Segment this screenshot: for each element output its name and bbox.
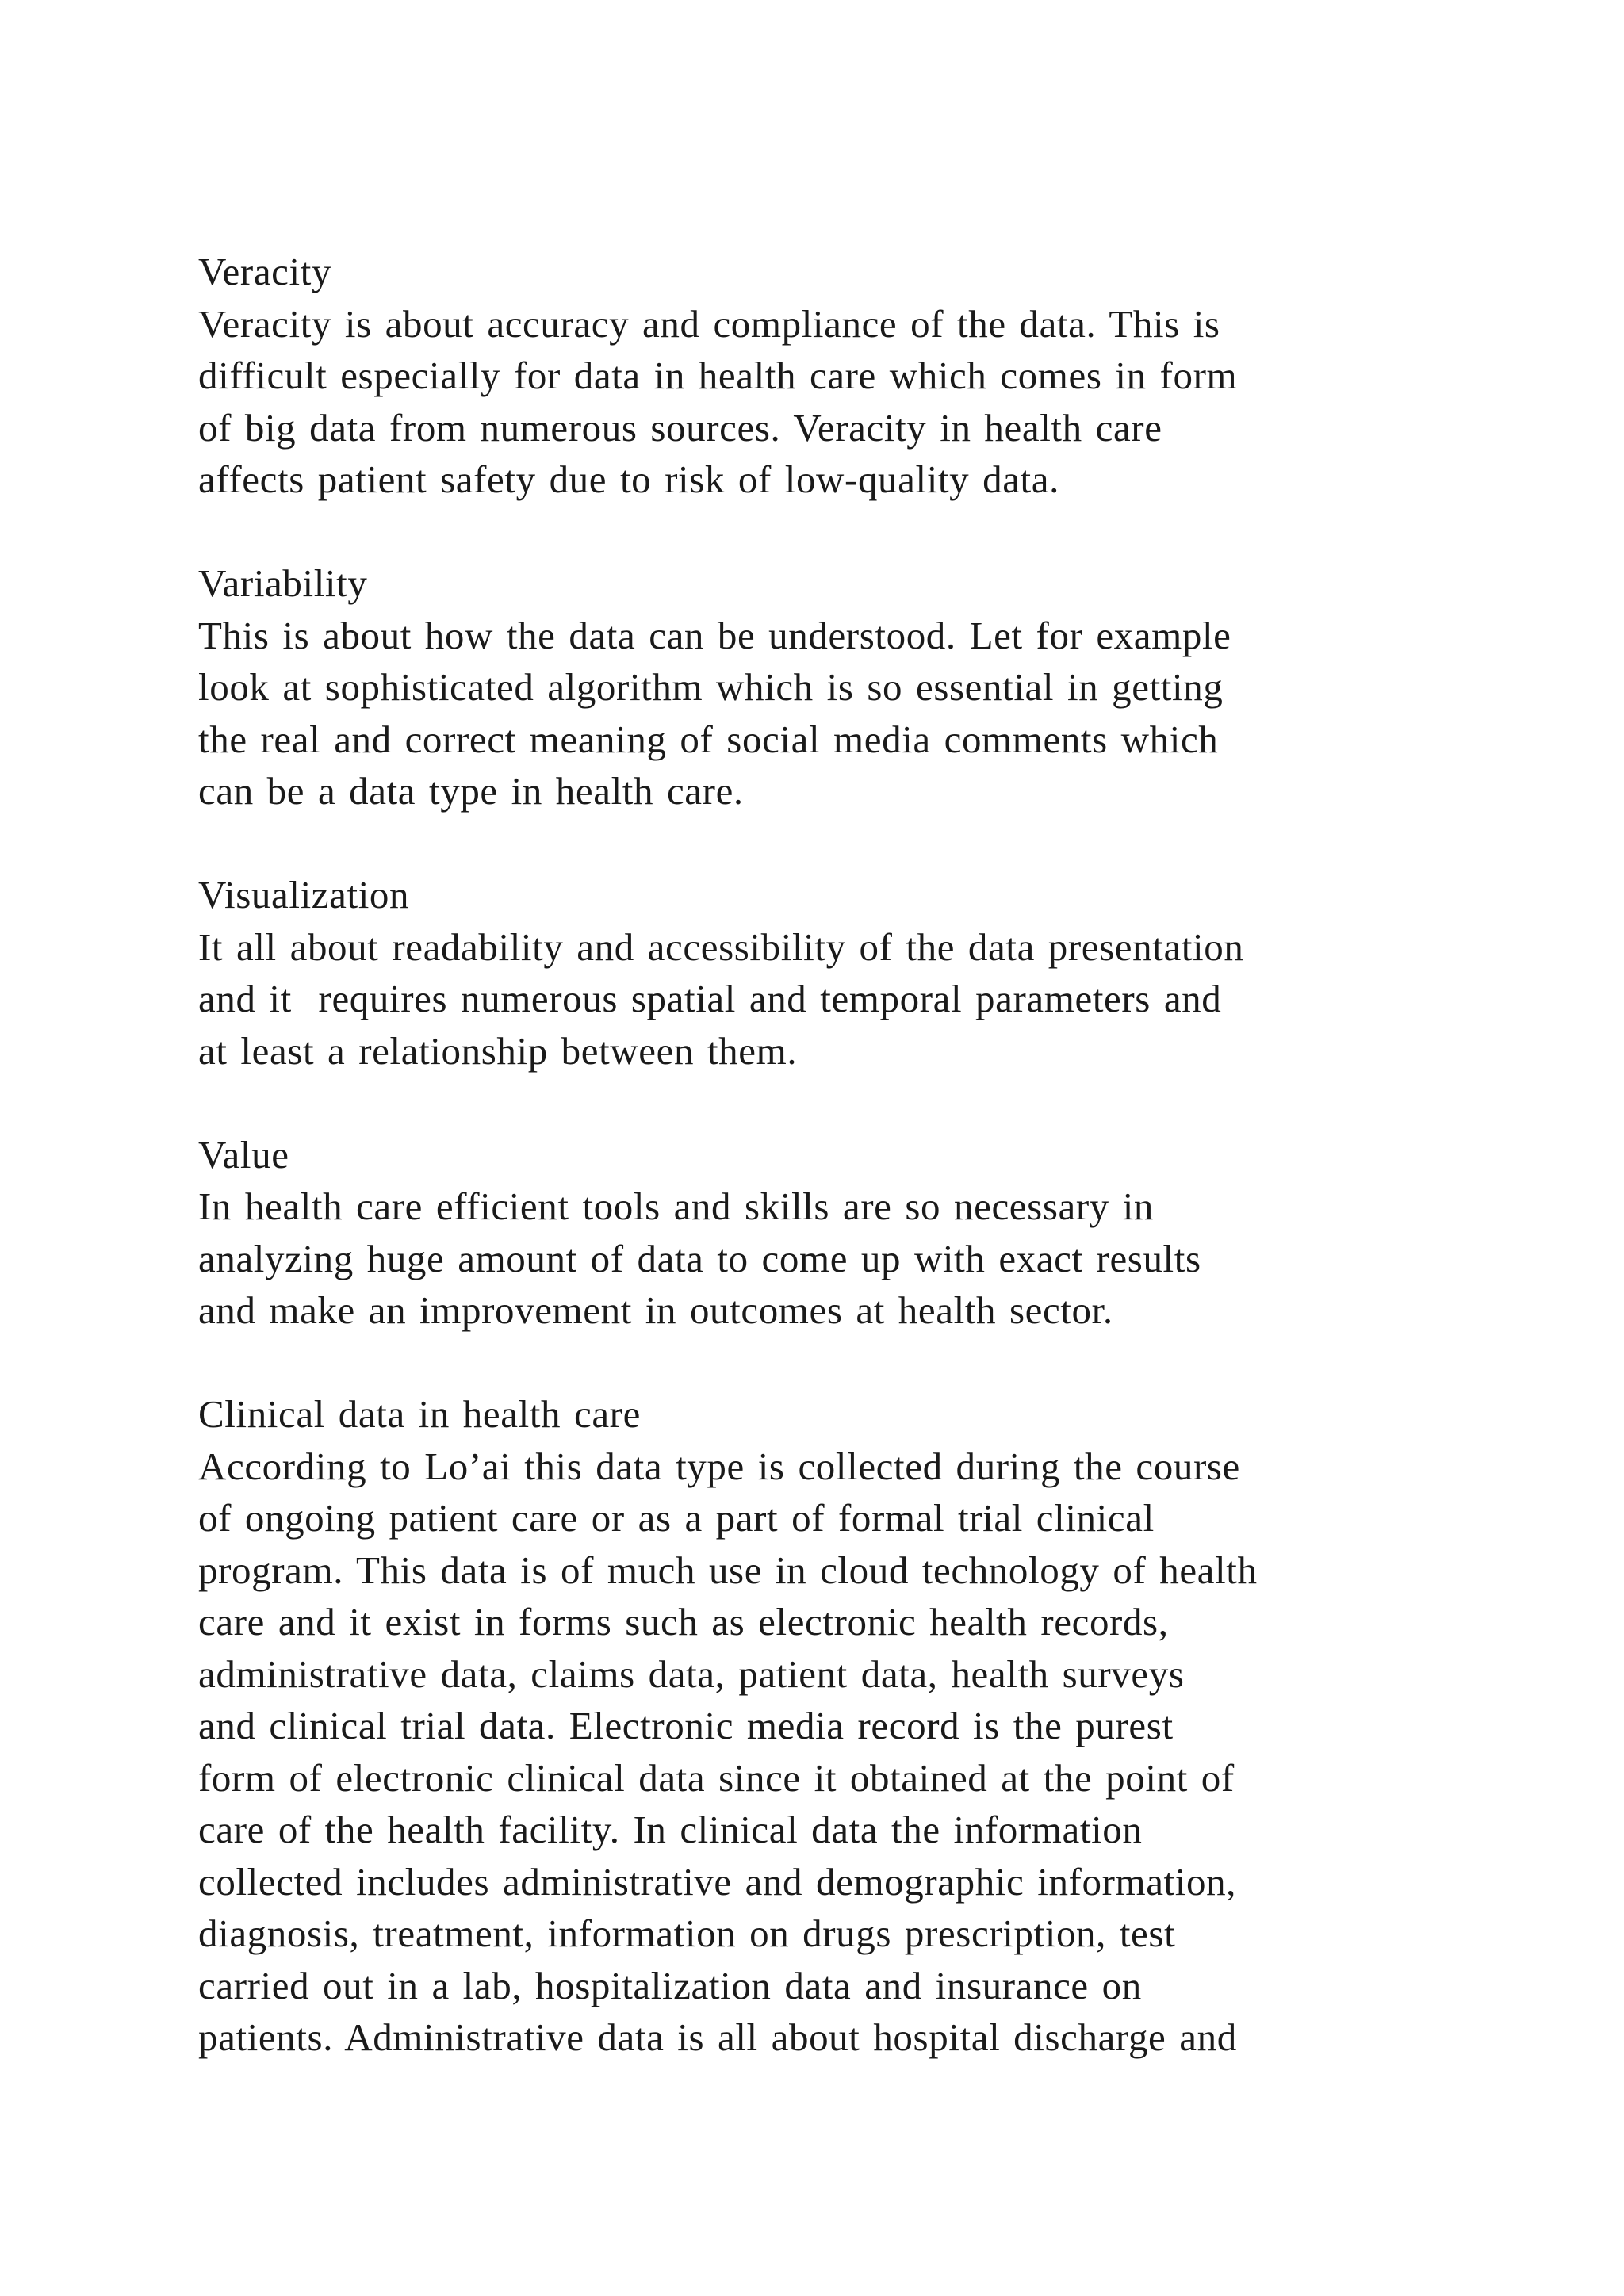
section-heading: Clinical data in health care: [198, 1392, 641, 1436]
text-line: analyzing huge amount of data to come up with exact results: [198, 1236, 1201, 1280]
text-line: This is about how the data can be understood. Let for example: [198, 613, 1231, 657]
text-line: look at sophisticated algorithm which is so essential in getting: [198, 665, 1224, 709]
text-line: administrative data, claims data, patient data, health surveys: [198, 1651, 1185, 1696]
text-line: program. This data is of much use in cloud technology of health: [198, 1548, 1258, 1592]
text-line: can be a data type in health care.: [198, 769, 744, 813]
text-line: affects patient safety due to risk of low-quality data.: [198, 457, 1059, 501]
text-line: Veracity is about accuracy and compliance of the data. This is: [198, 301, 1220, 346]
text-line: patients. Administrative data is all about hospital discharge and: [198, 2015, 1237, 2059]
section-heading: Variability: [198, 561, 368, 605]
text-line: of ongoing patient care or as a part of formal trial clinical: [198, 1496, 1155, 1540]
text-line: at least a relationship between them.: [198, 1028, 798, 1073]
text-line: According to Lo’ai this data type is collected during the course: [198, 1444, 1240, 1488]
text-line: and clinical trial data. Electronic media record is the purest: [198, 1704, 1174, 1747]
section-heading: Value: [198, 1132, 289, 1177]
section-clinical-data: [198, 1388, 1507, 2064]
text-line: collected includes administrative and demographic information,: [198, 1859, 1237, 1904]
section-visualization: [198, 869, 1507, 1077]
text-line: carried out in a lab, hospitalization data and insurance on: [198, 1963, 1142, 2007]
section-variability: [198, 557, 1507, 817]
document-body: [198, 246, 1507, 2115]
section-veracity: [198, 246, 1507, 506]
text-line: care of the health facility. In clinical data the information: [198, 1808, 1143, 1851]
text-line: and it requires numerous spatial and temporal parameters and: [198, 977, 1222, 1020]
text-line: diagnosis, treatment, information on drugs prescription, test: [198, 1911, 1176, 1955]
text-line: care and it exist in forms such as electronic health records,: [198, 1600, 1169, 1644]
text-line: the real and correct meaning of social media comments which: [198, 717, 1219, 761]
text-line: It all about readability and accessibility of the data presentation: [198, 924, 1244, 969]
text-line: and make an improvement in outcomes at health sector.: [198, 1288, 1113, 1332]
text-line: of big data from numerous sources. Veracity in health care: [198, 405, 1162, 450]
section-heading: Veracity: [198, 250, 332, 293]
text-line: In health care efficient tools and skills are so necessary in: [198, 1184, 1155, 1228]
text-line: form of electronic clinical data since it obtained at the point of: [198, 1755, 1235, 1800]
text-line: difficult especially for data in health care which comes in form: [198, 354, 1238, 397]
section-heading: Visualization: [198, 873, 410, 916]
section-value: [198, 1129, 1507, 1337]
